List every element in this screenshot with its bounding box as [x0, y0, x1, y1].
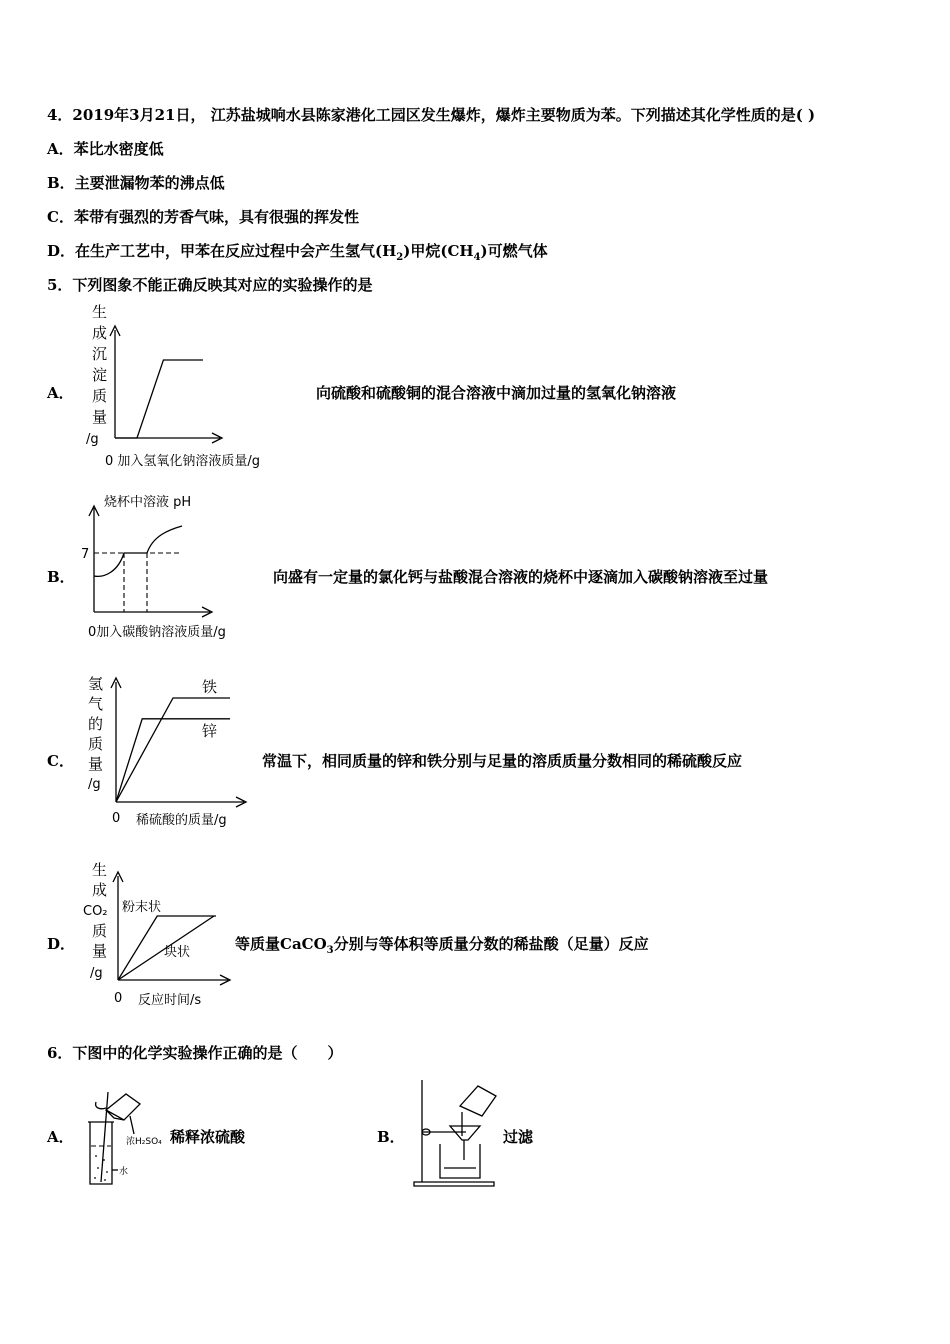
reagent-bottle-icon — [106, 1094, 140, 1120]
question-5-stem: 5．下列图象不能正确反映其对应的实验操作的是 — [47, 276, 373, 294]
q6-option-a-desc: 稀释浓硫酸 — [170, 1128, 246, 1146]
chart-b-curve — [94, 526, 182, 576]
q6-option-b-desc: 过滤 — [503, 1128, 534, 1146]
chart-d-y-char: CO₂ — [83, 904, 108, 919]
chart-a-y-char: 量 — [92, 408, 108, 426]
q4-option-d — [47, 240, 548, 263]
q5-option-c-label: C． — [47, 752, 74, 770]
chart-d-y-char: 生 — [92, 861, 108, 879]
chart-c-y-char: 量 — [88, 755, 104, 773]
q5-option-d-desc — [235, 933, 649, 956]
q6-option-a-label: A． — [47, 1128, 74, 1146]
chart-a-y-char: 生 — [92, 303, 108, 321]
chart-c-y-char: 气 — [88, 695, 104, 713]
chart-d-block-label: 块状 — [164, 945, 191, 960]
chart-c-origin: 0 — [112, 811, 121, 826]
q5-chart-d — [82, 858, 242, 1014]
acid-tag-pointer — [130, 1116, 134, 1134]
q4-option-b: B．主要泄漏物苯的沸点低 — [47, 174, 225, 192]
chart-d-y-char: 成 — [92, 881, 108, 899]
chart-d-y-char: 量 — [92, 942, 108, 960]
chart-c-y-char: /g — [88, 777, 101, 792]
chart-c-iron-curve — [116, 698, 230, 802]
stir-arrow-icon — [96, 1102, 106, 1109]
q5-option-a-desc: 向硫酸和硫酸铜的混合溶液中滴加过量的氢氧化钠溶液 — [316, 384, 677, 402]
chart-a-y-char: 沉 — [92, 345, 108, 363]
chart-c-y-char: 质 — [88, 735, 104, 753]
chart-d-y-char: /g — [90, 966, 103, 981]
chart-c-x-label: 稀硫酸的质量/g — [136, 813, 227, 828]
chart-c-iron-label: 铁 — [202, 678, 218, 696]
q5-option-a-label: A． — [47, 384, 74, 402]
q4-option-d-mid: )甲烷(CH — [403, 242, 474, 260]
q5-option-b-label: B． — [47, 568, 75, 586]
chart-a-y-char: /g — [86, 432, 99, 447]
chart-a-x-label: 0 加入氢氧化钠溶液质量/g — [105, 454, 261, 469]
chart-d-x-label: 反应时间/s — [138, 993, 202, 1008]
question-4-stem: 4．2019年3月21日， 江苏盐城响水县陈家港化工园区发生爆炸，爆炸主要物质为苯。下列描述其化学性质的是( ) — [47, 106, 816, 124]
chart-b-x-label: 0加入碳酸钠溶液质量/g — [88, 625, 226, 640]
chart-a-y-char: 质 — [92, 387, 108, 405]
chart-d-y-char: 质 — [92, 922, 108, 940]
chart-d-powder-label: 粉末状 — [122, 900, 162, 915]
q5-option-d-label: D． — [47, 935, 76, 953]
q5-option-d-desc-sub: 3 — [326, 945, 334, 956]
question-6-stem: 6．下图中的化学实验操作正确的是（ ） — [47, 1044, 343, 1062]
chart-c-y-char: 的 — [88, 715, 104, 733]
chart-d-origin: 0 — [114, 991, 123, 1006]
chart-a-y-char: 成 — [92, 324, 108, 342]
q4-option-d-sub1: 2 — [396, 252, 404, 263]
q4-option-d-pre: D．在生产工艺中，甲苯在反应过程中会产生氢气(H — [47, 242, 397, 260]
funnel-icon — [450, 1126, 480, 1140]
receiving-beaker-icon — [440, 1144, 480, 1178]
dilute-acid-illustration — [78, 1086, 168, 1190]
chart-d-y-label — [83, 861, 108, 981]
q4-option-d-sub2: 4 — [473, 252, 481, 263]
q5-option-b-desc: 向盛有一定量的氯化钙与盐酸混合溶液的烧杯中逐滴加入碳酸钠溶液至过量 — [273, 568, 769, 586]
chart-a-y-label — [86, 303, 107, 447]
chart-c-y-char: 氢 — [88, 675, 104, 693]
chart-a-curve — [115, 360, 203, 438]
water-tag-label: 水 — [119, 1167, 129, 1177]
chart-a-y-char: 淀 — [92, 366, 108, 384]
q5-chart-c — [84, 672, 274, 832]
iron-stand-base-icon — [414, 1182, 494, 1186]
q4-option-d-post: )可燃气体 — [480, 242, 548, 260]
q6-option-b-label: B． — [377, 1128, 405, 1146]
chart-b-tick-7: 7 — [81, 547, 90, 562]
q5-option-d-desc-pre: 等质量CaCO — [235, 935, 327, 953]
chart-c-y-label — [88, 675, 103, 792]
glass-rod-icon — [101, 1092, 108, 1182]
chart-c-zinc-label: 锌 — [202, 722, 218, 740]
q5-option-d-desc-post: 分别与等体积等质量分数的稀盐酸（足量）反应 — [333, 935, 649, 953]
q5-chart-a — [78, 300, 318, 472]
filtration-illustration — [408, 1076, 503, 1190]
q4-option-a: A．苯比水密度低 — [47, 140, 164, 158]
acid-tag-label: 浓H₂SO₄ — [126, 1137, 162, 1147]
q5-option-c-desc: 常温下，相同质量的锌和铁分别与足量的溶质质量分数相同的稀硫酸反应 — [262, 752, 743, 770]
q4-option-c: C．苯带有强烈的芳香气味，具有很强的挥发性 — [47, 208, 359, 226]
q5-chart-b — [78, 486, 278, 646]
pouring-beaker-icon — [460, 1086, 496, 1116]
chart-b-y-label: 烧杯中溶液 pH — [104, 495, 192, 510]
